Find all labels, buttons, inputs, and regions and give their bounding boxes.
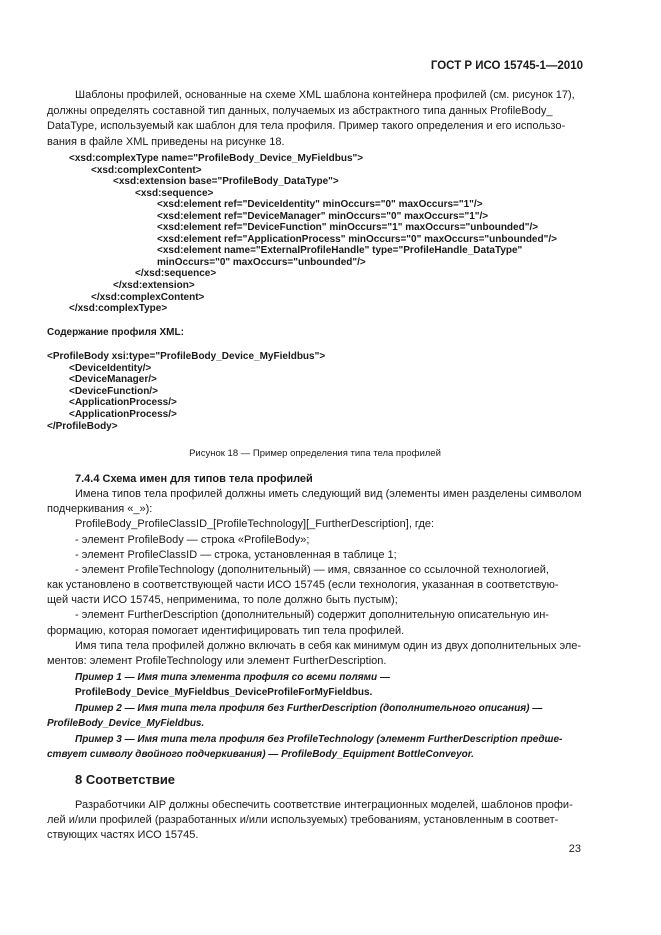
example-line: Пример 2 — Имя типа тела профиля без FurtherDescription (дополнительного описания) — xyxy=(75,703,543,714)
code-line: <ProfileBody xsi:type="ProfileBody_Device_MyFieldbus"> xyxy=(47,351,326,362)
example-line: ProfileBody_Device_MyFieldbus. xyxy=(47,718,205,729)
list-item: - элемент ProfileTechnology (дополнительный) — имя, связанное со ссылочной технологией, xyxy=(75,564,549,576)
code-line: <ApplicationProcess/> xyxy=(69,397,177,408)
code-line: </ProfileBody> xyxy=(47,421,118,432)
code-line: </xsd:complexType> xyxy=(69,303,168,314)
code-line: <xsd:element ref="DeviceFunction" minOccurs="1" maxOccurs="unbounded"/> xyxy=(157,222,539,233)
text-line: подчеркивания «_»): xyxy=(47,503,153,515)
page-header: ГОСТ Р ИСО 15745-1—2010 xyxy=(430,60,583,72)
list-item: - элемент FurtherDescription (дополнительный) содержит дополнительную описательную ин- xyxy=(75,609,549,621)
example-line: ствует символу двойного подчеркивания) — ProfileBody_Equipment BottleConveyor. xyxy=(47,749,474,760)
code-line: <xsd:element ref="ApplicationProcess" minOccurs="0" maxOccurs="unbounded"/> xyxy=(157,234,557,245)
intro-line: должны определять составной тип данных, получаемых из абстрактного типа данных ProfileBody_ xyxy=(47,105,553,117)
page-number: 23 xyxy=(568,843,581,855)
list-item: как установлено в соответствующей части ИСО 15745 (если технология, указанная в соответствую- xyxy=(47,579,559,591)
text-line: Имена типов тела профилей должны иметь следующий вид (элементы имен разделены символом xyxy=(75,488,582,500)
text-line: лей и/или профилей (разработанных и/или используемых) требованиям, установленным в соответ- xyxy=(47,814,559,826)
list-item: - элемент ProfileClassID — строка, установленная в таблице 1; xyxy=(75,549,397,561)
text-line: ментов: элемент ProfileTechnology или элемент FurtherDescription. xyxy=(47,655,387,667)
code-line: <xsd:element ref="DeviceIdentity" minOccurs="0" maxOccurs="1"/> xyxy=(157,199,483,210)
code-line: <xsd:element ref="DeviceManager" minOccurs="0" maxOccurs="1"/> xyxy=(157,211,489,222)
text-line: ствующих частях ИСО 15745. xyxy=(47,829,199,841)
figure-caption: Рисунок 18 — Пример определения типа тела профилей xyxy=(189,448,441,459)
list-item: щей части ИСО 15745, неприменима, то поле должно быть пустым); xyxy=(47,594,398,606)
code-line: <DeviceFunction/> xyxy=(69,386,158,397)
text-line: Разработчики AIP должны обеспечить соответствие интеграционных моделей, шаблонов профи- xyxy=(75,799,573,811)
code-line: <xsd:sequence> xyxy=(135,188,214,199)
text-line: Имя типа тела профилей должно включать в себя как минимум один из двух дополнительных эле- xyxy=(75,640,582,652)
example-line: Пример 1 — Имя типа элемента профиля со всеми полями — xyxy=(75,672,390,683)
list-item: формацию, которая помогает идентифицировать тип тела профилей. xyxy=(47,625,405,637)
code-line: <xsd:element name="ExternalProfileHandle" type="ProfileHandle_DataType" xyxy=(157,245,523,256)
section-heading: 7.4.4 Схема имен для типов тела профилей xyxy=(75,473,313,485)
xml-content-label: Содержание профиля XML: xyxy=(47,327,184,338)
code-line: <xsd:complexContent> xyxy=(91,165,202,176)
section-heading: 8 Соответствие xyxy=(75,772,176,787)
code-line: </xsd:complexContent> xyxy=(91,292,205,303)
code-line: </xsd:extension> xyxy=(113,280,195,291)
code-line: <ApplicationProcess/> xyxy=(69,409,177,420)
code-line: minOccurs="0" maxOccurs="unbounded"/> xyxy=(157,257,366,268)
text-line: ProfileBody_ProfileClassID_[ProfileTechnology][_FurtherDescription], где: xyxy=(75,518,435,530)
intro-line: Шаблоны профилей, основанные на схеме XML шаблона контейнера профилей (см. рисунок 17), xyxy=(75,89,575,101)
code-line: <xsd:extension base="ProfileBody_DataType"> xyxy=(113,176,339,187)
intro-line: вания в файле XML приведены на рисунке 18. xyxy=(47,136,285,148)
code-line: </xsd:sequence> xyxy=(135,268,217,279)
code-line: <DeviceManager/> xyxy=(69,374,157,385)
example-line: Пример 3 — Имя типа тела профиля без ProfileTechnology (элемент FurtherDescription предше- xyxy=(75,734,563,745)
example-line: ProfileBody_Device_MyFieldbus_DeviceProfileForMyFieldbus. xyxy=(75,687,373,698)
intro-line: DataType, используемый как шаблон для тела профиля. Пример такого определения и его использо- xyxy=(47,120,566,132)
list-item: - элемент ProfileBody — строка «ProfileBody»; xyxy=(75,534,310,546)
code-line: <xsd:complexType name="ProfileBody_Device_MyFieldbus"> xyxy=(69,153,364,164)
code-line: <DeviceIdentity/> xyxy=(69,363,152,374)
